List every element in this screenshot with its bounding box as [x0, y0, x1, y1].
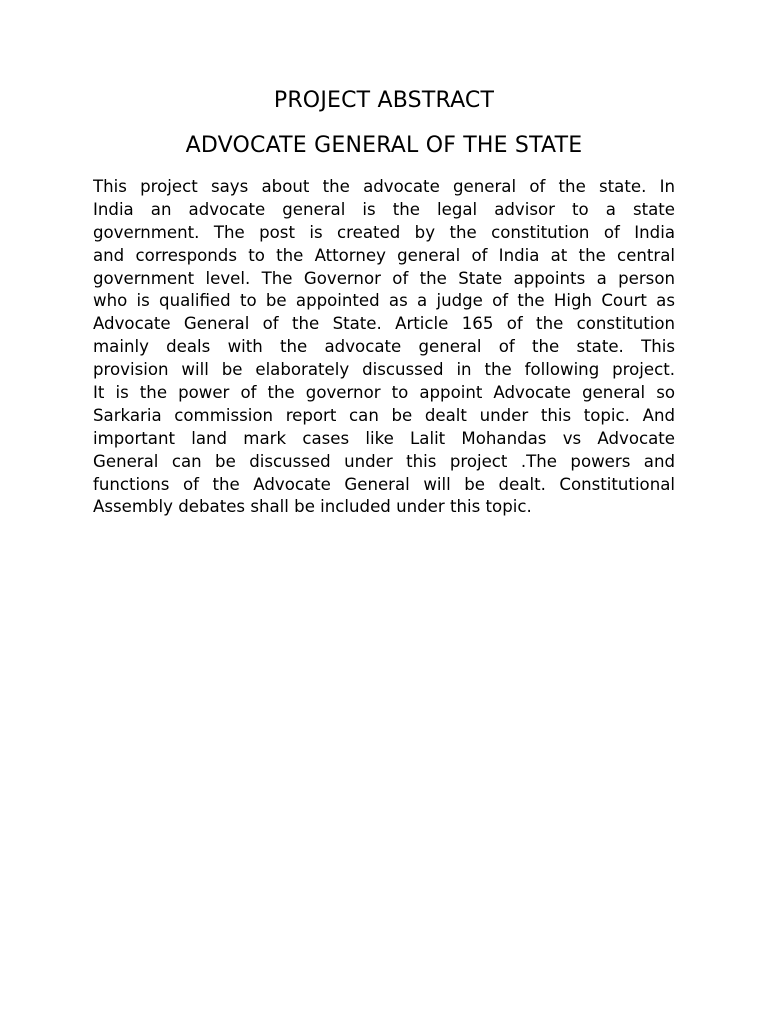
- abstract-line: and corresponds to the Attorney general of India at the central: [93, 245, 675, 265]
- abstract-line: India an advocate general is the legal advisor to a state: [93, 199, 675, 219]
- abstract-line: provision will be elaborately discussed in the following project.: [93, 360, 675, 380]
- abstract-line: government level. The Governor of the State appoints a person: [93, 268, 675, 288]
- page-subtitle: ADVOCATE GENERAL OF THE STATE: [185, 133, 583, 158]
- abstract-paragraph: [93, 176, 675, 519]
- abstract-line: This project says about the advocate general of the state. In: [93, 177, 675, 196]
- abstract-line: functions of the Advocate General will be dealt. Constitutional: [93, 474, 675, 494]
- abstract-line: Assembly debates shall be included under this topic.: [93, 497, 532, 517]
- page-title: PROJECT ABSTRACT: [273, 88, 495, 113]
- abstract-line: Advocate General of the State. Article 165 of the constitution: [93, 314, 675, 334]
- abstract-line: who is qualified to be appointed as a judge of the High Court as: [93, 291, 675, 311]
- abstract-line: Sarkaria commission report can be dealt under this topic. And: [93, 405, 675, 425]
- abstract-line: government. The post is created by the constitution of India: [93, 222, 675, 242]
- abstract-line: General can be discussed under this project .The powers and: [93, 451, 675, 471]
- abstract-line: important land mark cases like Lalit Mohandas vs Advocate: [93, 428, 675, 448]
- abstract-line: mainly deals with the advocate general of the state. This: [93, 337, 675, 357]
- abstract-line: It is the power of the governor to appoint Advocate general so: [93, 383, 675, 403]
